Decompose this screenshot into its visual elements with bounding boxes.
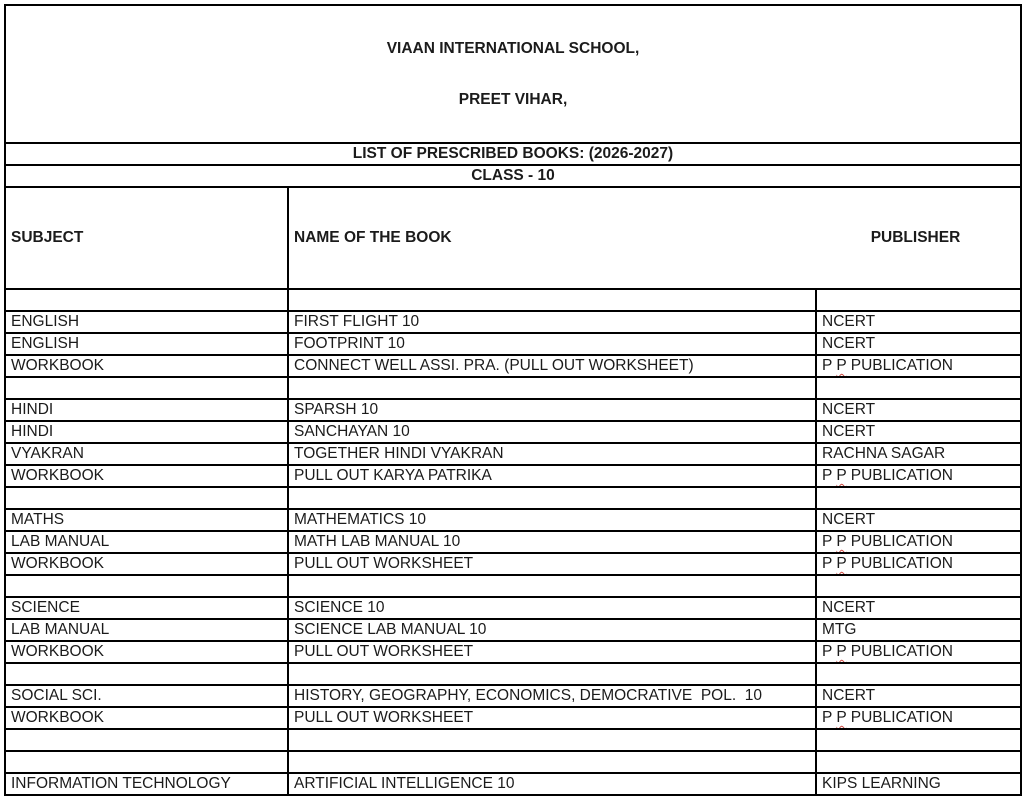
publisher-text-spellchecked: P (836, 357, 847, 374)
publisher-text: KIPS LEARNING (822, 775, 941, 792)
subject-cell: ENGLISH (5, 333, 288, 355)
publisher-cell (816, 311, 1021, 333)
empty-subject-cell (5, 377, 288, 399)
school-name-row (5, 5, 1021, 143)
publisher-text: NCERT (822, 687, 876, 704)
publisher-text: NCERT (822, 599, 876, 616)
book-row (5, 465, 1021, 487)
subject-cell: HINDI (5, 399, 288, 421)
book-row (5, 311, 1021, 333)
book-row (5, 355, 1021, 377)
subject-cell: WORKBOOK (5, 707, 288, 729)
list-title-row (5, 143, 1021, 165)
book-row (5, 509, 1021, 531)
book-name-cell: SPARSH 10 (288, 399, 816, 421)
column-header-group (294, 228, 1015, 248)
school-name-cell (5, 5, 1021, 143)
book-list-table (4, 4, 1022, 796)
publisher-cell (816, 685, 1021, 707)
publisher-text: RACHNA SAGAR (822, 445, 946, 462)
spacer-row (5, 289, 1021, 311)
publisher-cell (816, 641, 1021, 663)
book-name-cell: PULL OUT KARYA PATRIKA (288, 465, 816, 487)
publisher-cell (816, 531, 1021, 553)
book-table-body (5, 289, 1021, 795)
book-row (5, 707, 1021, 729)
publisher-text: PUBLICATION (846, 533, 953, 550)
school-name-line1: VIAAN INTERNATIONAL SCHOOL, (386, 40, 640, 57)
publisher-text: PUBLICATION (846, 467, 953, 484)
publisher-text: P (822, 533, 837, 550)
publisher-cell (816, 509, 1021, 531)
subject-cell: VYAKRAN (5, 443, 288, 465)
publisher-text: MTG (822, 621, 857, 638)
publisher-cell (816, 597, 1021, 619)
empty-book-cell (288, 377, 816, 399)
publisher-cell (816, 421, 1021, 443)
document-header-block (5, 5, 1021, 289)
empty-publisher-cell (816, 289, 1021, 311)
book-row (5, 773, 1021, 795)
empty-publisher-cell (816, 487, 1021, 509)
empty-book-cell (288, 751, 816, 773)
book-name-cell: MATHEMATICS 10 (288, 509, 816, 531)
empty-book-cell (288, 487, 816, 509)
publisher-cell (816, 355, 1021, 377)
publisher-text: PUBLICATION (846, 643, 953, 660)
publisher-text: P (822, 555, 837, 572)
book-row (5, 421, 1021, 443)
publisher-text: PUBLICATION (846, 357, 953, 374)
publisher-cell (816, 553, 1021, 575)
empty-book-cell (288, 729, 816, 751)
book-row (5, 619, 1021, 641)
book-row (5, 531, 1021, 553)
school-name-line2: PREET VIHAR, (458, 91, 568, 108)
empty-publisher-cell (816, 575, 1021, 597)
book-name-cell: SANCHAYAN 10 (288, 421, 816, 443)
spacer-row (5, 487, 1021, 509)
book-name-cell: FOOTPRINT 10 (288, 333, 816, 355)
subject-cell: WORKBOOK (5, 355, 288, 377)
publisher-text: NCERT (822, 423, 876, 440)
publisher-text: P (822, 467, 837, 484)
column-header-subject: SUBJECT (5, 187, 288, 289)
publisher-text: P (822, 357, 837, 374)
subject-cell: SOCIAL SCI. (5, 685, 288, 707)
spacer-row (5, 663, 1021, 685)
column-header-book-publisher-cell (288, 187, 1021, 289)
empty-subject-cell (5, 729, 288, 751)
publisher-text: NCERT (822, 313, 876, 330)
book-row (5, 333, 1021, 355)
publisher-text-spellchecked: P (836, 643, 847, 660)
book-name-cell: PULL OUT WORKSHEET (288, 707, 816, 729)
publisher-cell (816, 465, 1021, 487)
book-name-cell: PULL OUT WORKSHEET (288, 641, 816, 663)
book-name-cell: SCIENCE LAB MANUAL 10 (288, 619, 816, 641)
empty-subject-cell (5, 487, 288, 509)
empty-publisher-cell (816, 663, 1021, 685)
publisher-text-spellchecked: P (836, 533, 847, 550)
subject-cell: ENGLISH (5, 311, 288, 333)
subject-cell: HINDI (5, 421, 288, 443)
subject-cell: LAB MANUAL (5, 619, 288, 641)
column-header-row (5, 187, 1021, 289)
spacer-row (5, 751, 1021, 773)
list-title: LIST OF PRESCRIBED BOOKS: (2026-2027) (5, 143, 1021, 165)
empty-subject-cell (5, 289, 288, 311)
publisher-text-spellchecked: P (836, 709, 847, 726)
column-header-book: NAME OF THE BOOK (294, 229, 452, 246)
empty-subject-cell (5, 663, 288, 685)
empty-subject-cell (5, 575, 288, 597)
publisher-cell (816, 443, 1021, 465)
subject-cell: WORKBOOK (5, 641, 288, 663)
publisher-cell (816, 707, 1021, 729)
book-name-cell: HISTORY, GEOGRAPHY, ECONOMICS, DEMOCRATIVE POL. 10 (288, 685, 816, 707)
subject-cell: WORKBOOK (5, 465, 288, 487)
book-row (5, 553, 1021, 575)
subject-cell: LAB MANUAL (5, 531, 288, 553)
book-row (5, 443, 1021, 465)
empty-book-cell (288, 289, 816, 311)
book-name-cell: CONNECT WELL ASSI. PRA. (PULL OUT WORKSHEET) (288, 355, 816, 377)
empty-book-cell (288, 663, 816, 685)
publisher-text: PUBLICATION (846, 709, 953, 726)
spacer-row (5, 575, 1021, 597)
subject-cell: WORKBOOK (5, 553, 288, 575)
book-name-cell: MATH LAB MANUAL 10 (288, 531, 816, 553)
class-title-row (5, 165, 1021, 187)
class-title: CLASS - 10 (5, 165, 1021, 187)
spacer-row (5, 377, 1021, 399)
publisher-text-spellchecked: P (836, 555, 847, 572)
publisher-text: PUBLICATION (846, 555, 953, 572)
subject-cell: MATHS (5, 509, 288, 531)
publisher-text: NCERT (822, 335, 876, 352)
book-row (5, 685, 1021, 707)
publisher-text: NCERT (822, 401, 876, 418)
publisher-text: NCERT (822, 511, 876, 528)
book-row (5, 399, 1021, 421)
book-name-cell: ARTIFICIAL INTELLIGENCE 10 (288, 773, 816, 795)
empty-publisher-cell (816, 751, 1021, 773)
subject-cell: SCIENCE (5, 597, 288, 619)
publisher-text-spellchecked: P (836, 467, 847, 484)
book-name-cell: TOGETHER HINDI VYAKRAN (288, 443, 816, 465)
empty-book-cell (288, 575, 816, 597)
subject-cell: INFORMATION TECHNOLOGY (5, 773, 288, 795)
publisher-cell (816, 619, 1021, 641)
spacer-row (5, 729, 1021, 751)
empty-publisher-cell (816, 729, 1021, 751)
book-name-cell: FIRST FLIGHT 10 (288, 311, 816, 333)
book-row (5, 597, 1021, 619)
publisher-cell (816, 399, 1021, 421)
book-row (5, 641, 1021, 663)
publisher-cell (816, 773, 1021, 795)
empty-subject-cell (5, 751, 288, 773)
publisher-cell (816, 333, 1021, 355)
column-header-publisher: PUBLISHER (870, 229, 961, 246)
empty-publisher-cell (816, 377, 1021, 399)
book-name-cell: SCIENCE 10 (288, 597, 816, 619)
publisher-text: P (822, 643, 837, 660)
book-name-cell: PULL OUT WORKSHEET (288, 553, 816, 575)
publisher-text: P (822, 709, 837, 726)
